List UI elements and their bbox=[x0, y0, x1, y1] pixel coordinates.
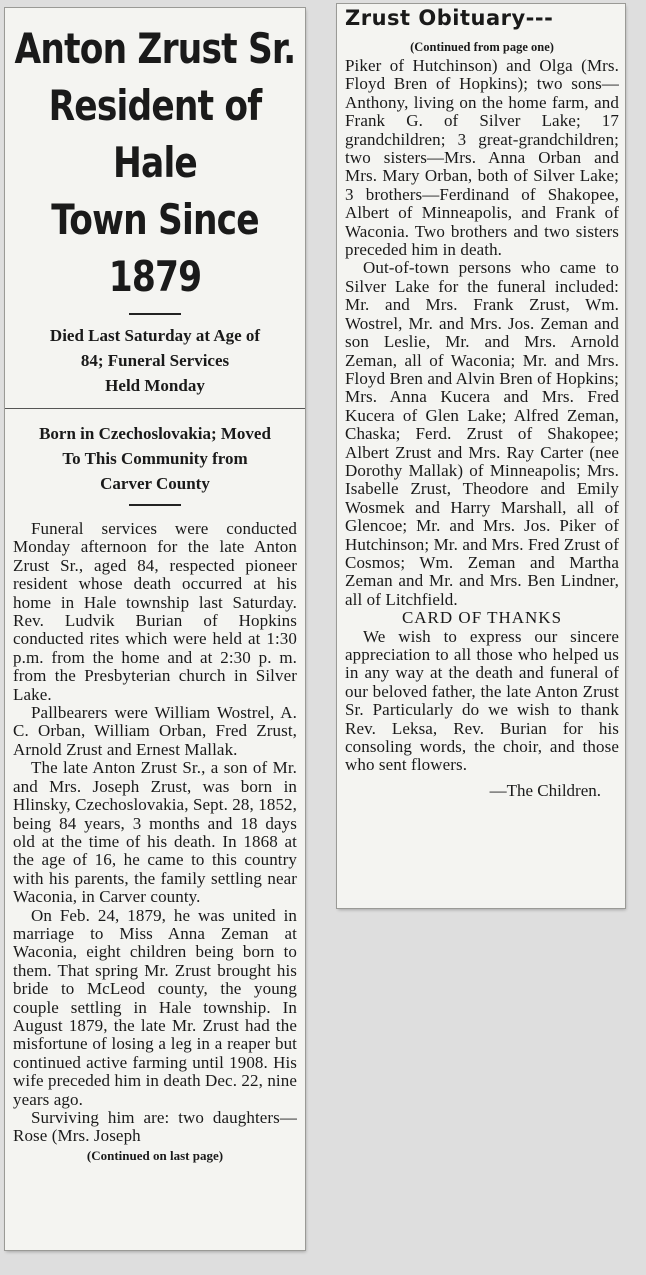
subheadline-2 bbox=[17, 421, 293, 496]
article-paragraph: Funeral services were conducted Monday afternoon for the late Anton Zrust Sr., aged 84, respected pioneer resident whose death occurred at his home in Hale township last Saturday. Rev. Ludvik Burian of Hopkins conducted rites which were held at 1:30 p.m. from the home and at 2:30 p. m. from the Presbyterian church in Silver Lake. bbox=[13, 519, 297, 704]
deck-line: 84; Funeral Services bbox=[80, 351, 230, 370]
headline-line: Town Since 1879 bbox=[51, 195, 259, 301]
obituary-body bbox=[345, 57, 619, 609]
article-body bbox=[13, 520, 297, 1146]
subheadline-1 bbox=[17, 323, 293, 398]
deck-line: To This Community from bbox=[62, 449, 248, 468]
deck-line: Held Monday bbox=[105, 376, 205, 395]
obituary-title: Zrust Obituary--- bbox=[345, 6, 554, 30]
headline-line: Resident of Hale bbox=[48, 81, 262, 187]
article-paragraph: On Feb. 24, 1879, he was united in marriage to Miss Anna Zeman at Waconia, eight children being born to them. That spring Mr. Zrust brought his bride to McLeod county, the young couple settling in Hale township. In August 1879, the late Mr. Zrust had the misfortune of losing a leg in a reaper but continued active farming until 1908. His wife preceded him in death Dec. 22, nine years ago. bbox=[13, 905, 297, 1109]
thanks-paragraph: We wish to express our sincere appreciation to all those who helped us in any way at the death and funeral of our beloved father, the late Anton Zrust Sr. Particularly do we wish to thank Rev. Leksa, Rev. Burian for his consoling words, the choir, and those who sent flowers. bbox=[345, 626, 619, 775]
continued-note: (Continued on last page) bbox=[86, 1147, 224, 1163]
article-paragraph: Surviving him are: two daughters—Rose (Mrs. Joseph bbox=[13, 1108, 297, 1146]
signature: —The Children. bbox=[489, 780, 601, 800]
card-of-thanks-heading: CARD OF THANKS bbox=[401, 608, 563, 628]
deck-line: Carver County bbox=[100, 474, 210, 493]
obituary-paragraph: Piker of Hutchinson) and Olga (Mrs. Floyd Bren of Hopkins); two sons—Anthony, living on the home farm, and Frank G. of Silver Lake; 17 grandchildren; 3 great-grandchildren; two sisters—Mrs. Anna Orban and Mrs. Mary Orban, both of Silver Lake; 3 brothers—Ferdinand of Shakopee, Albert of Minneapolis, and Frank of Waconia. Two brothers and two sisters preceded him in death. bbox=[345, 56, 619, 260]
article-paragraph: The late Anton Zrust Sr., a son of Mr. and Mrs. Joseph Zrust, was born in Hlinsky, Czechoslovakia, Sept. 28, 1852, being 84 years, 3 months and 18 days old at the time of his death. In 1868 at the age of 16, he came to this country with his parents, the family settling near Waconia, in Carver county. bbox=[13, 758, 297, 907]
card-of-thanks-body bbox=[345, 628, 619, 775]
left-clipping bbox=[5, 8, 305, 1250]
deck-line: Born in Czechoslovakia; Moved bbox=[39, 424, 271, 443]
right-clipping bbox=[337, 4, 625, 908]
obituary-paragraph: Out-of-town persons who came to Silver Lake for the funeral included: Mr. and Mrs. Frank Zrust, Wm. Wostrel, Mr. and Mrs. Jos. Zeman and son Leslie, Mr. and Mrs. Arnold Zeman, all of Waconia; Mr. and Mrs. Floyd Bren and Alvin Bren of Hopkins; Mrs. Anna Kucera and Mrs. Fred Kucera of Glen Lake; Alfred Zeman, Chaska; Ferd. Zrust of Shakopee; Albert Zrust and Mrs. Ray Carter (nee Dorothy Mallak) of Minneapolis; Mrs. Isabelle Zrust, Theodore and Emily Wosmek and Harry Marshall, all of Glencoe; Mr. and Mrs. Jos. Piker of Hutchinson; Mr. and Mrs. Fred Zrust of Cosmos; Wm. Zeman and Martha Zeman and Mr. and Mrs. Ben Lindner, all of Litchfield. bbox=[345, 258, 619, 609]
headline-line: Anton Zrust Sr. bbox=[14, 24, 296, 73]
rule-divider bbox=[129, 313, 181, 315]
section-divider bbox=[5, 408, 305, 409]
continued-from-note: (Continued from page one) bbox=[410, 40, 554, 54]
deck-line: Died Last Saturday at Age of bbox=[49, 326, 261, 345]
article-paragraph: Pallbearers were William Wostrel, A. C. Orban, William Orban, Fred Zrust, Arnold Zrust and Ernest Mallak. bbox=[13, 703, 297, 759]
rule-divider bbox=[129, 504, 181, 506]
headline bbox=[14, 20, 296, 305]
